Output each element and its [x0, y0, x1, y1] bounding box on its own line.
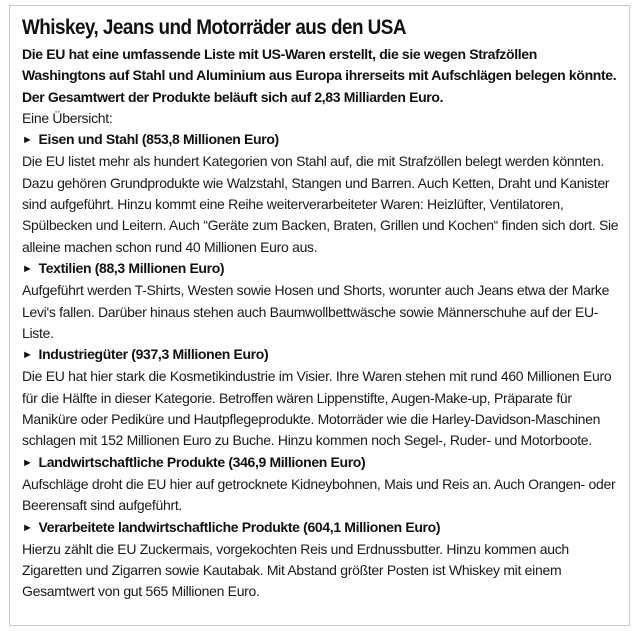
- arrow-right-icon: ►: [22, 262, 33, 275]
- section-heading: [22, 517, 622, 539]
- section-text: Die EU hat hier stark die Kosmetikindustrie im Visier. Ihre Waren stehen mit rund 460 Millionen Euro für die Hälfte in dieser Kategorie. Betroffen wären Lippenstifte, Augen-Make-up, Präparate für Maniküre oder Pediküre und Hautpflegeprodukte. Motorräder wie die Harley-Davidson-Maschinen schlagen mit 152 Millionen Euro zu Buche. Hinzu kommen noch Segel-, Ruder- und Motorboote.: [22, 368, 612, 449]
- section-industrial-goods: [22, 344, 622, 451]
- article-content: [22, 15, 622, 603]
- section-title: Verarbeitete landwirtschaftliche Produkte (604,1 Millionen Euro): [38, 518, 441, 535]
- lead-paragraph: Die EU hat eine umfassende Liste mit US-Waren erstellt, die sie wegen Strafzöllen Washingtons auf Stahl und Aluminium aus Europa ihrerseits mit Aufschlägen belegen könnte. Der Gesamtwert der Produkte beläuft sich auf 2,83 Milliarden Euro.: [22, 46, 617, 105]
- section-text: Aufgeführt werden T-Shirts, Westen sowie Hosen und Shorts, worunter auch Jeans etwa der Marke Levi's fallen. Darüber hinaus stehen auch Baumwollbettwäsche sowie Männerschuhe auf der EU-Liste.: [22, 282, 610, 341]
- section-heading: [22, 258, 622, 280]
- section-heading: [22, 452, 622, 474]
- section-title: Eisen und Stahl (853,8 Millionen Euro): [38, 131, 279, 148]
- section-processed-agricultural-products: [22, 517, 622, 603]
- section-title: Textilien (88,3 Millionen Euro): [38, 259, 225, 276]
- intro-text: Eine Übersicht:: [22, 109, 113, 126]
- section-text: Hierzu zählt die EU Zuckermais, vorgekochten Reis und Erdnussbutter. Hinzu kommen auch Zigaretten und Zigarren sowie Kautabak. Mit Abstand größter Posten ist Whiskey mit einem Gesamtwert von gut 565 Millionen Euro.: [22, 540, 569, 600]
- section-text: Die EU listet mehr als hundert Kategorien von Stahl auf, die mit Strafzöllen belegt werden könnten. Dazu gehören Grundprodukte wie Walzstahl, Stangen und Barren. Auch Ketten, Draht und Kanister sind aufgeführt. Hinzu kommt eine Reihe weiterverarbeiteter Waren: Heizlüfter, Ventilatoren, Spülbecken und Leitern. Auch “Geräte zum Backen, Braten, Grillen und Kochen“ finden sich dort. Sie alleine machen schon rund 40 Millionen Euro aus.: [22, 153, 619, 255]
- section-agricultural-products: [22, 452, 622, 517]
- arrow-right-icon: ►: [22, 349, 33, 362]
- headline: Whiskey, Jeans und Motorräder aus den USA: [22, 16, 406, 39]
- section-text: Aufschläge droht die EU hier auf getrocknete Kidneybohnen, Mais und Reis an. Auch Orangen- oder Beerensaft sind aufgeführt.: [22, 475, 616, 514]
- arrow-right-icon: ►: [22, 521, 33, 534]
- section-title: Landwirtschaftliche Produkte (346,9 Millionen Euro): [38, 453, 366, 470]
- arrow-right-icon: ►: [22, 456, 33, 469]
- section-iron-steel: [22, 129, 622, 258]
- section-heading: [22, 129, 622, 151]
- section-textiles: [22, 258, 622, 344]
- arrow-right-icon: ►: [22, 134, 33, 147]
- section-title: Industriegüter (937,3 Millionen Euro): [38, 346, 269, 363]
- article-box: [9, 5, 630, 626]
- section-heading: [22, 344, 622, 366]
